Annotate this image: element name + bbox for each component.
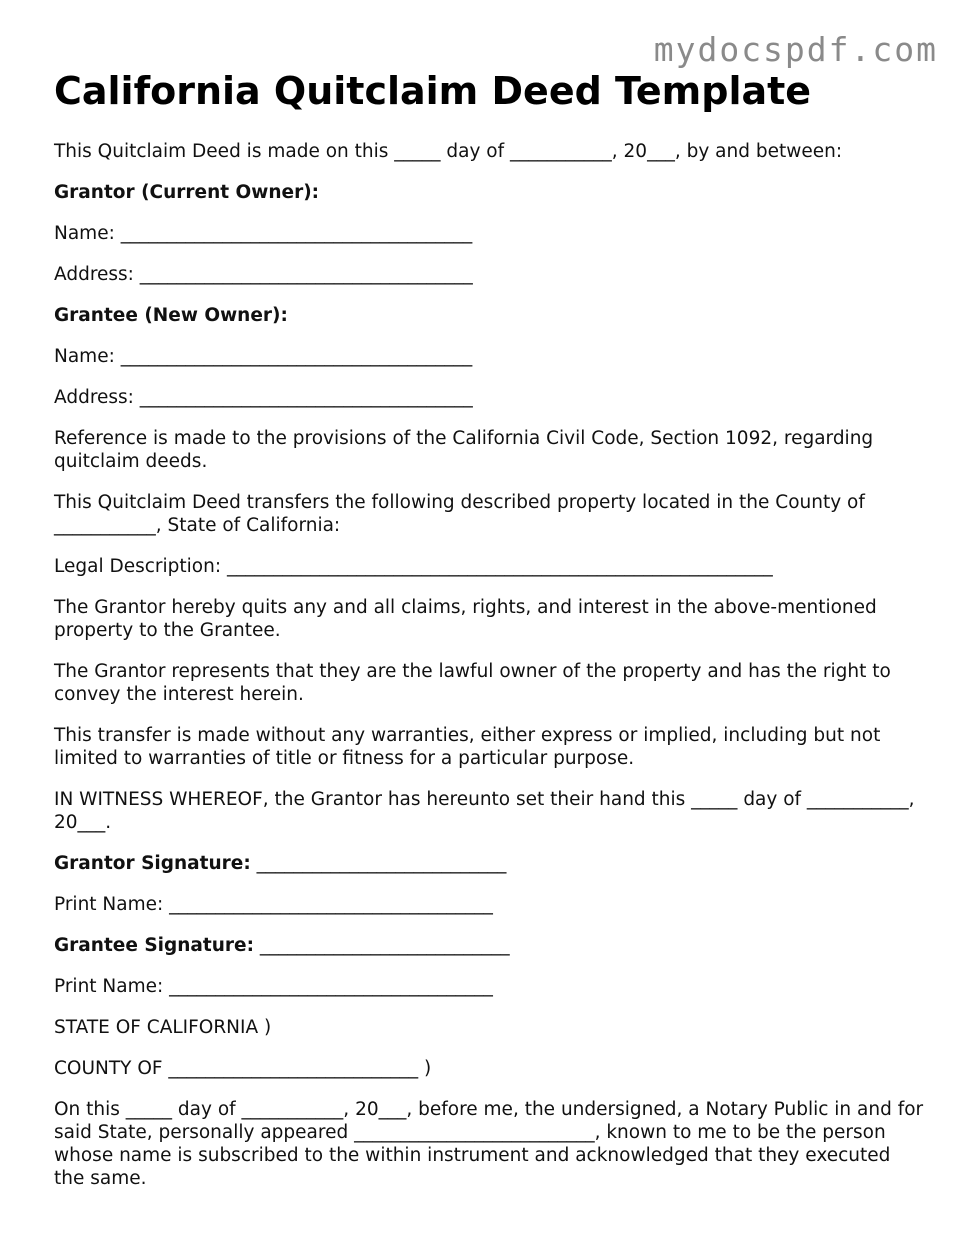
grantor-signature-label: Grantor Signature: bbox=[54, 853, 251, 874]
notary-paragraph: On this _____ day of ___________, 20___, before me, the undersigned, a Notary Public in and for said State, personally appeared __________________________, known to me to be the person whose name is subscribed to the within instrument and acknowledged that they executed the same. bbox=[54, 1099, 924, 1189]
grantor-signature-field bbox=[54, 852, 924, 875]
grantee-signature-field bbox=[54, 934, 924, 957]
grantor-address-field: Address: ____________________________________ bbox=[54, 264, 473, 285]
grantor-signature-line: ___________________________ bbox=[250, 853, 507, 874]
intro-paragraph: This Quitclaim Deed is made on this _____ day of ___________, 20___, by and between: bbox=[54, 141, 843, 162]
warranties-paragraph: This transfer is made without any warranties, either express or implied, including but not limited to warranties of title or fitness for a particular purpose. bbox=[54, 725, 881, 769]
transfer-paragraph: This Quitclaim Deed transfers the following described property located in the County of ___________, State of California: bbox=[54, 492, 865, 536]
document-body bbox=[54, 68, 924, 1208]
grantee-name-field: Name: ______________________________________ bbox=[54, 346, 473, 367]
grantee-heading: Grantee (New Owner): bbox=[54, 305, 288, 326]
quit-paragraph: The Grantor hereby quits any and all claims, rights, and interest in the above-mentioned property to the Grantee. bbox=[54, 597, 877, 641]
grantee-address-field: Address: ____________________________________ bbox=[54, 387, 473, 408]
document-title: California Quitclaim Deed Template bbox=[54, 69, 812, 113]
reference-paragraph: Reference is made to the provisions of the California Civil Code, Section 1092, regarding quitclaim deeds. bbox=[54, 428, 874, 472]
grantee-signature-label: Grantee Signature: bbox=[54, 935, 254, 956]
legal-description-field: Legal Description: ___________________________________________________________ bbox=[54, 556, 773, 577]
watermark: mydocspdf.com bbox=[653, 30, 938, 69]
grantor-print-name-field: Print Name: ___________________________________ bbox=[54, 894, 493, 915]
represents-paragraph: The Grantor represents that they are the lawful owner of the property and has the right to convey the interest herein. bbox=[54, 661, 891, 705]
witness-paragraph: IN WITNESS WHEREOF, the Grantor has hereunto set their hand this _____ day of ___________, 20___. bbox=[54, 789, 915, 833]
grantor-name-field: Name: ______________________________________ bbox=[54, 223, 473, 244]
county-line: COUNTY OF ___________________________ ) bbox=[54, 1058, 432, 1079]
grantee-print-name-field: Print Name: ___________________________________ bbox=[54, 976, 493, 997]
grantor-heading: Grantor (Current Owner): bbox=[54, 182, 320, 203]
state-line: STATE OF CALIFORNIA ) bbox=[54, 1017, 272, 1038]
grantee-signature-line: ___________________________ bbox=[254, 935, 510, 956]
